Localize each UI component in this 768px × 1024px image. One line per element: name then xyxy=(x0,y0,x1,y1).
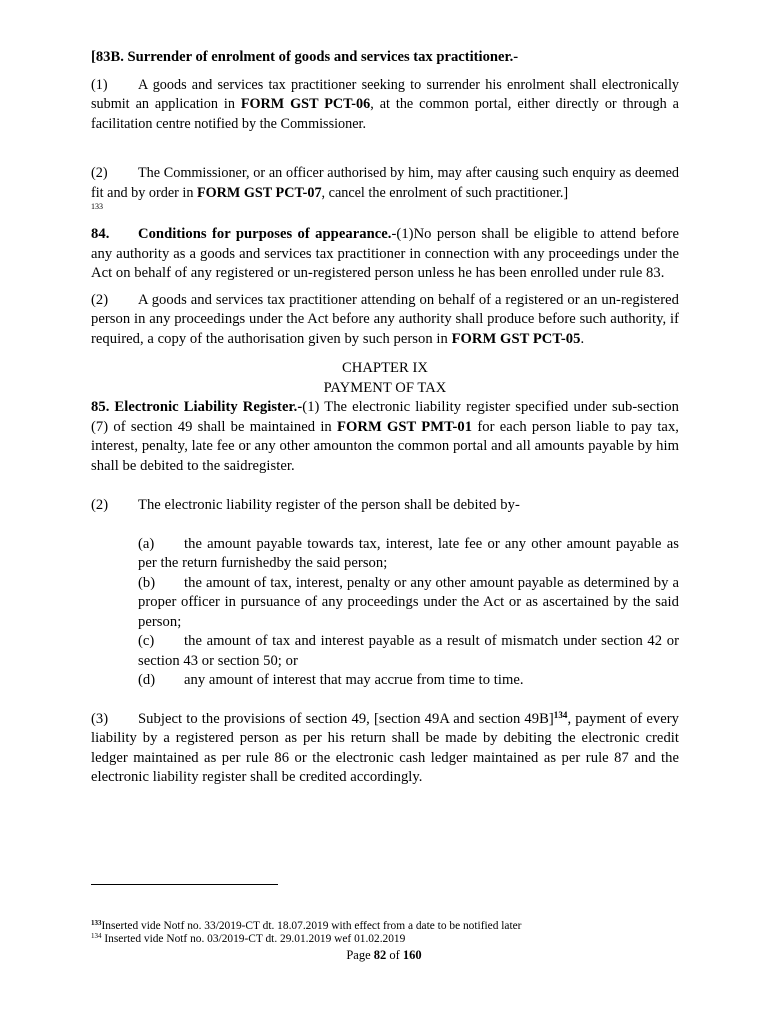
rule-85-para-3: (3) Subject to the provisions of section 49, [section 49A and section 49B]$^{134}$, payment of every liability by a registered person as per his return shall be made by debiting the electronic credit ledger maintained as per rule 86 or the electronic cash ledger maintained as per rule 87 and the electronic liability register shall be credited accordingly. xyxy=(91,709,679,785)
debit-items-list xyxy=(91,535,679,691)
rule-85-para-1: 85. Electronic Liability Register.-(1) The electronic liability register specified under sub-section (7) of section 49 shall be maintained in FORM GST PMT-01 for each person liable to pay tax, interest, penalty, late fee or any other amounton the common portal and all amounts payable by him shall be debited to the saidregister. xyxy=(91,399,680,474)
footnote-marker-134: 134 xyxy=(553,709,568,720)
chapter-title: PAYMENT OF TAX xyxy=(323,379,447,396)
total-pages: 160 xyxy=(402,948,422,962)
rule-title: 85. Electronic Liability Register.- xyxy=(91,399,303,415)
page-number-footer: Page 82 of 160 xyxy=(346,948,422,962)
form-reference: FORM GST PCT-06 xyxy=(240,96,371,112)
para-number: (2) xyxy=(91,291,109,308)
footnote-134: $^{134}$ Inserted vide Notf no. 03/2019-CT dt. 29.01.2019 wef 01.02.2019 xyxy=(91,932,406,945)
footnote-divider xyxy=(91,884,278,885)
form-reference: FORM GST PCT-07 xyxy=(196,184,322,201)
chapter-number: CHAPTER IX xyxy=(341,360,429,376)
list-item: (d) any amount of interest that may accrue from time to time. xyxy=(138,672,524,688)
para-number: (3) xyxy=(91,710,109,727)
document-page xyxy=(91,48,679,788)
rule-85-para-2: (2) The electronic liability register of the person shall be debited by- xyxy=(91,496,679,516)
para-number: (1) xyxy=(91,76,108,93)
rule-83b-para-1: (1) A goods and services tax practitioner seeking to surrender his enrolment shall electronically submit an application in FORM GST PCT-06, at the common portal, either directly or through a facilitation centre notified by the Commissioner. xyxy=(91,76,679,132)
footnote-marker-133: 133 xyxy=(91,202,103,211)
list-item: (c) the amount of tax and interest payable as a result of mismatch under section 42 or section 43 or section 50; or xyxy=(138,633,679,669)
form-reference: FORM GST PCT-05 xyxy=(451,330,581,347)
para-number: (2) xyxy=(91,497,109,513)
form-reference: FORM GST PMT-01 xyxy=(337,418,473,435)
rule-83b-heading: [83B. Surrender of enrolment of goods and services tax practitioner.- xyxy=(91,49,519,65)
rule-title: Conditions for purposes of appearance. xyxy=(138,226,392,242)
rule-83b-para-2: (2) The Commissioner, or an officer authorised by him, may after causing such enquiry as deemed fit and by order in FORM GST PCT-07, cancel the enrolment of such practitioner.] xyxy=(91,165,679,201)
current-page: 82 xyxy=(373,948,387,962)
footnote-133: $^{133}$Inserted vide Notf no. 33/2019-CT dt. 18.07.2019 with effect from a date to be notified later xyxy=(91,919,522,932)
list-item: (b) the amount of tax, interest, penalty or any other amount payable as determined by a proper officer in pursuance of any proceedings under the Act or as ascertained by the said person; xyxy=(138,574,679,630)
para-number: (2) xyxy=(91,165,108,181)
rule-84-para-2: (2) A goods and services tax practitioner attending on behalf of a registered or an un-registered person in any proceedings under the Act before any authority shall produce before such authority, if required, a copy of the authorisation given by such person in FORM GST PCT-05. xyxy=(91,291,679,347)
list-item: (a) the amount payable towards tax, interest, late fee or any other amount payable as per the return furnishedby the said person; xyxy=(138,535,679,571)
rule-number: 84. xyxy=(91,226,110,242)
rule-84-para-1: 84. Conditions for purposes of appearance.-(1)No person shall be eligible to attend before any authority as a goods and services tax practitioner in connection with any proceedings under the Act on behalf of any registered or un-registered person unless he has been enrolled under rule 83. xyxy=(91,226,679,281)
